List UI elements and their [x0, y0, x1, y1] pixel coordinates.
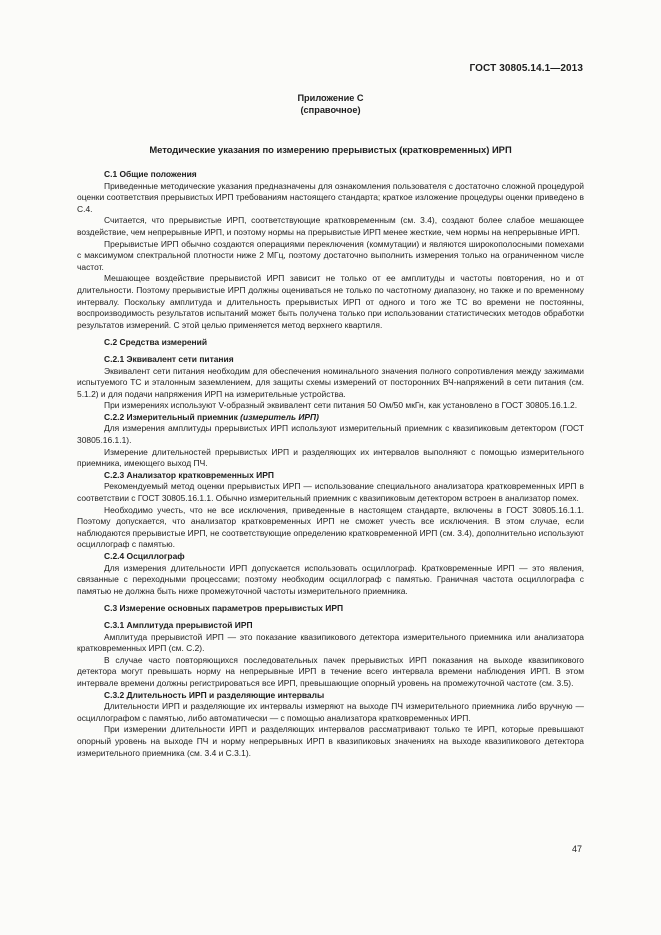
- paragraph: Для измерения длительности ИРП допускается использовать осциллограф. Кратковременные ИРП — это явления, связанные с переходными процессами; поэтому необходим осциллограф с памятью. Граничная частота осциллографа с памятью не должна быть ниже промежуточной частоты измерительного приемника.: [77, 562, 584, 596]
- paragraph: Считается, что прерывистые ИРП, соответствующие кратковременным (см. 3.4), создают более слабое мешающее воздействие, чем непрерывные ИРП, и поэтому нормы на прерывистые ИРП менее жесткие, чем нормы на непрерывные ИРП.: [77, 215, 584, 237]
- subsection-heading-c22: [77, 412, 584, 424]
- document-code: ГОСТ 30805.14.1—2013: [469, 63, 583, 74]
- paragraph: Измерение длительностей прерывистых ИРП и разделяющих их интервалов выполняют с помощью измерительного приемника, имеющего выход ПЧ.: [77, 446, 584, 469]
- paragraph: При измерениях используют V-образный эквивалент сети питания 50 Ом/50 мкГн, как установлено в ГОСТ 30805.16.1.2.: [104, 400, 578, 411]
- paragraph: Необходимо учесть, что не все исключения, приведенные в настоящем стандарте, включены в ГОСТ 30805.16.1.1. Поэтому допускается, что анализатор кратковременных ИРП не сможет учесть все исключения. В этом случае, если наблюдаются прерывистые ИРП, не соответствующие определению кратковременной ИРП (см. 3.4), дополнительно используют осциллограф с памятью.: [77, 504, 584, 550]
- section-heading-c3: С.3 Измерение основных параметров прерывистых ИРП: [104, 603, 344, 614]
- appendix-label: Приложение С: [297, 93, 364, 103]
- paragraph: Для измерения амплитуды прерывистых ИРП используют измерительный приемник с квазипиковым детектором (ГОСТ 30805.16.1.1).: [77, 423, 584, 446]
- paragraph: При измерении длительности ИРП и разделяющих интервалов рассматривают только те ИРП, которые превышают опорный уровень на выходе ПЧ и норму непрерывных ИРП в квазипиковых значениях на выходе квазипикового детектора измерительного приемника (см. 3.4 и С.3.1).: [77, 724, 584, 758]
- section-heading-c2: С.2 Средства измерений: [104, 337, 208, 348]
- paragraph: Амплитуда прерывистой ИРП — это показание квазипикового детектора измерительного приемника или анализатора кратковременных ИРП (см. С.2).: [77, 631, 584, 654]
- paragraph: В случае часто повторяющихся последовательных пачек прерывистых ИРП показания на выходе квазипикового детектора могут превышать норму на непрерывные ИРП в течение всего интервала времени наблюдения ИРП. В этом интервале времени должны регистрироваться все ИРП, превышающие опорный уровень на промежуточной частоте (см. 3.5).: [77, 654, 584, 688]
- subsection-heading-c24: С.2.4 Осциллограф: [104, 551, 185, 561]
- section-heading-c1: С.1 Общие положения: [104, 169, 197, 179]
- subsection-heading-c22-italic: (измеритель ИРП): [240, 411, 319, 422]
- subsection-heading-c22-main: С.2.2 Измерительный приемник: [104, 411, 241, 422]
- paragraph: Эквивалент сети питания необходим для обеспечения номинального значения полного сопротивления между зажимами испытуемого ТС и эталонным заземлением, для защиты схемы измерений от посторонних ВЧ-напряжений в сети питания (см. 5.1.2) и для подачи напряжения ИРП на измерительные устройства.: [77, 365, 584, 399]
- subsection-heading-c23: С.2.3 Анализатор кратковременных ИРП: [104, 469, 274, 480]
- paragraph: Рекомендуемый метод оценки прерывистых ИРП — использование специального анализатора кратковременных ИРП в соответствии с ГОСТ 30805.16.1.1. Обычно измерительный приемник с квазипиковым детектором встроен в анализатор помех.: [77, 481, 584, 504]
- appendix-title: Методические указания по измерению прерывистых (кратковременных) ИРП: [149, 144, 512, 155]
- appendix-heading: [0, 93, 661, 116]
- paragraph: Приведенные методические указания предназначены для ознакомления пользователя с достаточно сложной процедурой оценки соответствия прерывистых ИРП требованиям настоящего стандарта; краткое изложение процедуры оценки приведено в С.4.: [77, 180, 584, 214]
- subsection-heading-c31: С.3.1 Амплитуда прерывистой ИРП: [104, 619, 253, 630]
- page-number: 47: [571, 844, 582, 854]
- paragraph: Мешающее воздействие прерывистой ИРП зависит не только от ее амплитуды и частоты повторения, но и от длительности. Поэтому прерывистые ИРП должны оцениваться не только по частотному диапазону, но также и по временному интервалу. Поскольку амплитуда и длительность прерывистых ИРП от одного и того же ТС во времени не постоянны, воспроизводимость результатов испытаний может быть получена только при использовании статистических методов обработки результатов измерений. С этой целью применяется метод верхнего квартиля.: [77, 273, 584, 330]
- appendix-note: (справочное): [300, 104, 361, 115]
- document-body: [77, 169, 584, 759]
- paragraph: Прерывистые ИРП обычно создаются операциями переключения (коммутации) и являются широкополосными помехами с максимумом спектральной плотности ниже 2 МГц, поэтому достаточно выполнить измерения только на ограниченном числе частот.: [77, 238, 584, 272]
- subsection-heading-c21: С.2.1 Эквивалент сети питания: [104, 353, 234, 364]
- subsection-heading-c32: С.3.2 Длительность ИРП и разделяющие интервалы: [104, 689, 325, 700]
- paragraph: Длительности ИРП и разделяющие их интервалы измеряют на выходе ПЧ измерительного приемника либо вручную — осциллографом с памятью, либо автоматически — с помощью анализатора кратковременных ИРП.: [77, 701, 584, 723]
